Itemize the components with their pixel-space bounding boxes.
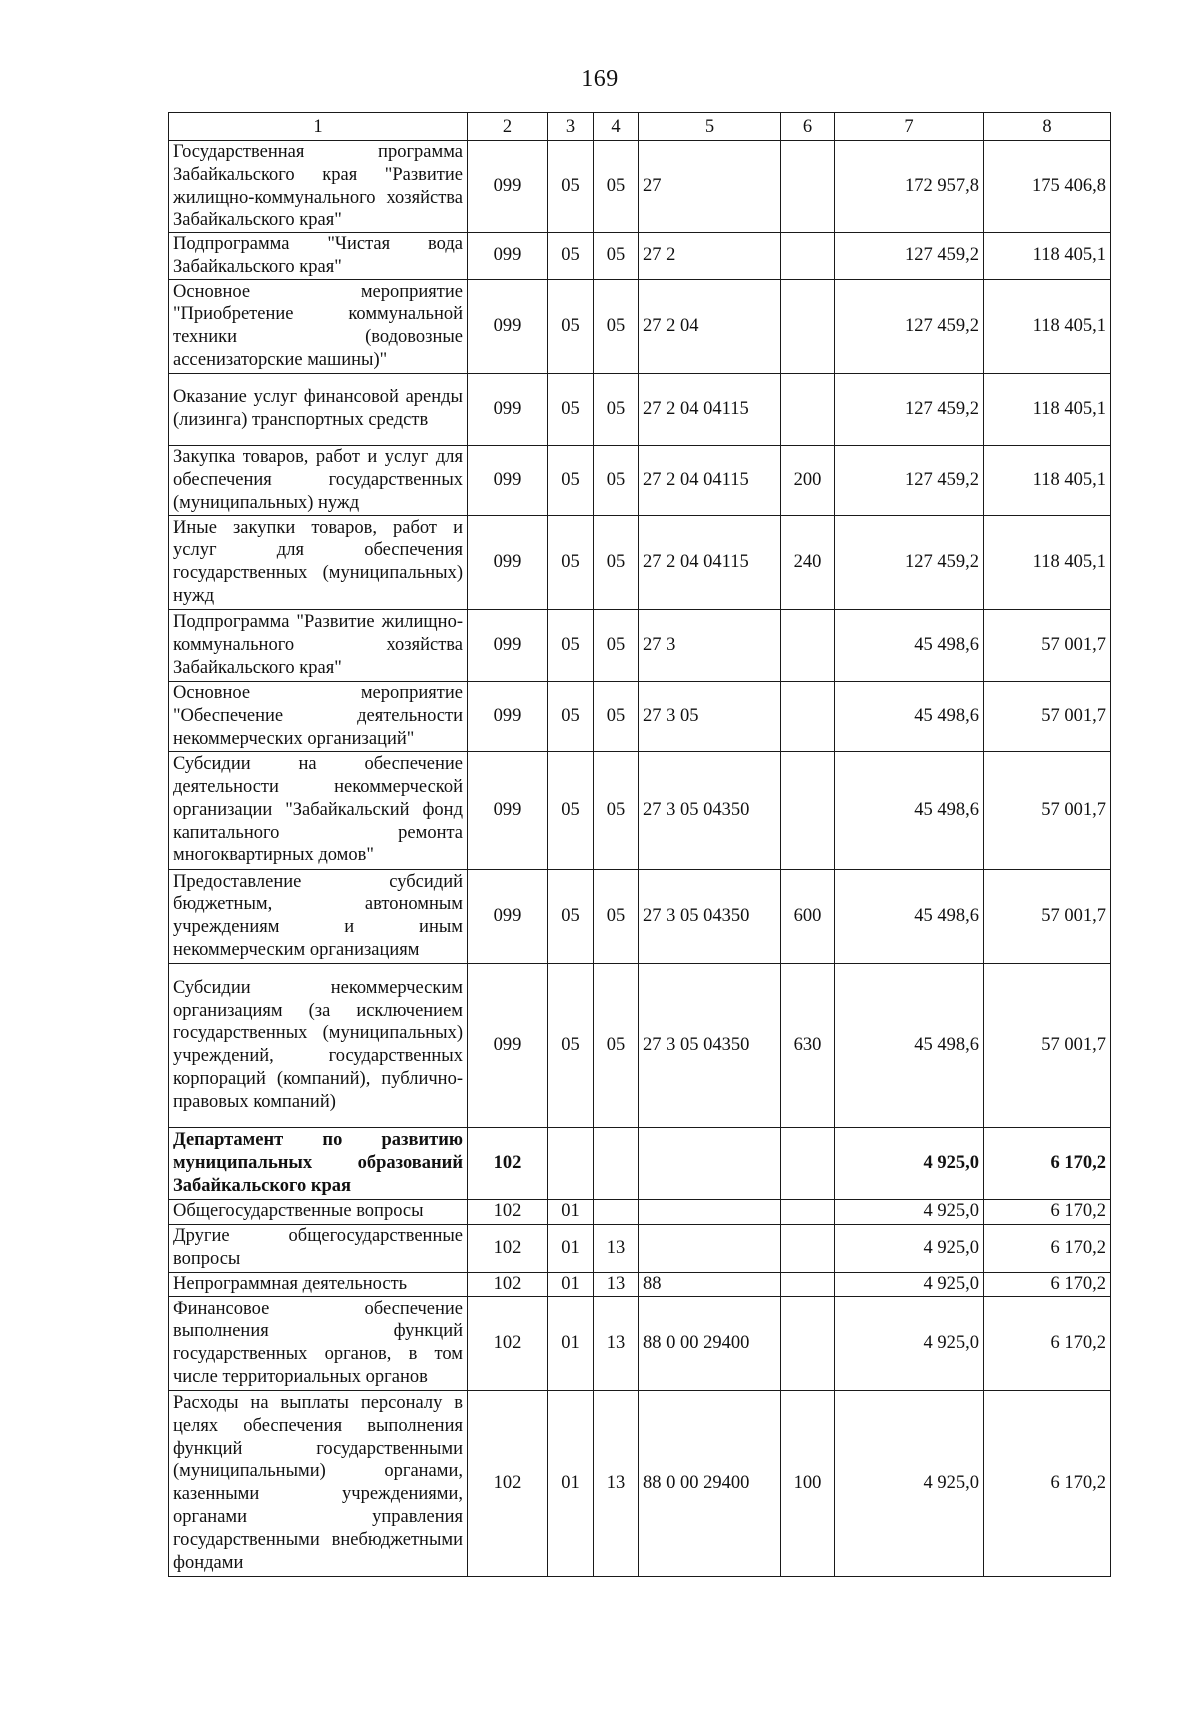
- table-row: [169, 1224, 1111, 1272]
- row-amount-7: 172 957,8: [835, 141, 984, 233]
- row-code-2: 099: [468, 233, 548, 280]
- header-cell-6: 6: [781, 113, 835, 141]
- header-cell-8: 8: [984, 113, 1111, 141]
- row-name: Субсидии на обеспечение деятельности некоммерческой организации "Забайкальский фонд капитального ремонта многоквартирных домов": [169, 751, 468, 869]
- row-code-5: 27 3: [639, 609, 781, 681]
- row-amount-8: 118 405,1: [984, 515, 1111, 609]
- row-code-4: 05: [594, 141, 639, 233]
- row-code-5: 27 3 05 04350: [639, 751, 781, 869]
- row-amount-8: 118 405,1: [984, 445, 1111, 515]
- row-amount-8: 6 170,2: [984, 1296, 1111, 1390]
- table-row: [169, 751, 1111, 869]
- row-code-4: 13: [594, 1224, 639, 1272]
- row-amount-8: 118 405,1: [984, 233, 1111, 280]
- row-amount-8: 6 170,2: [984, 1224, 1111, 1272]
- table-row: [169, 233, 1111, 280]
- row-code-3: 01: [548, 1296, 594, 1390]
- row-amount-8: 175 406,8: [984, 141, 1111, 233]
- table-row: [169, 869, 1111, 963]
- row-amount-7: 45 498,6: [835, 751, 984, 869]
- row-amount-7: 127 459,2: [835, 233, 984, 280]
- page-number: 169: [581, 66, 619, 92]
- row-code-3: 05: [548, 141, 594, 233]
- row-code-5: 27 2 04 04115: [639, 373, 781, 445]
- row-amount-7: 127 459,2: [835, 445, 984, 515]
- row-name: Расходы на выплаты персоналу в целях обеспечения выполнения функций государственными (муниципальными) органами, казенными учреждениями, органами управления государственными внебюджетными фондами: [169, 1390, 468, 1576]
- row-code-2: 102: [468, 1296, 548, 1390]
- row-code-5: 88 0 00 29400: [639, 1296, 781, 1390]
- row-code-3: 01: [548, 1272, 594, 1296]
- row-amount-8: 6 170,2: [984, 1127, 1111, 1199]
- table-row: [169, 515, 1111, 609]
- row-code-2: 099: [468, 373, 548, 445]
- row-code-3: 05: [548, 963, 594, 1127]
- row-code-5: 88 0 00 29400: [639, 1390, 781, 1576]
- row-code-2: 102: [468, 1272, 548, 1296]
- row-amount-7: 45 498,6: [835, 681, 984, 751]
- row-code-4: 05: [594, 609, 639, 681]
- row-amount-8: 57 001,7: [984, 609, 1111, 681]
- header-cell-4: 4: [594, 113, 639, 141]
- header-cell-2: 2: [468, 113, 548, 141]
- row-amount-8: 6 170,2: [984, 1272, 1111, 1296]
- row-code-4: 05: [594, 373, 639, 445]
- row-code-5: [639, 1199, 781, 1224]
- row-code-4: 05: [594, 681, 639, 751]
- row-code-3: 05: [548, 869, 594, 963]
- header-cell-5: 5: [639, 113, 781, 141]
- row-code-5: 27 2 04 04115: [639, 515, 781, 609]
- row-name: Подпрограмма "Развитие жилищно-коммунального хозяйства Забайкальского края": [169, 609, 468, 681]
- table-row: [169, 681, 1111, 751]
- row-code-5: [639, 1224, 781, 1272]
- row-code-2: 099: [468, 445, 548, 515]
- row-amount-7: 4 925,0: [835, 1296, 984, 1390]
- row-amount-7: 4 925,0: [835, 1127, 984, 1199]
- row-code-4: 05: [594, 751, 639, 869]
- row-code-6: [781, 1199, 835, 1224]
- header-cell-3: 3: [548, 113, 594, 141]
- row-code-6: [781, 751, 835, 869]
- table-row: [169, 963, 1111, 1127]
- row-amount-8: 118 405,1: [984, 373, 1111, 445]
- row-code-6: [781, 609, 835, 681]
- row-name: Закупка товаров, работ и услуг для обеспечения государственных (муниципальных) нужд: [169, 445, 468, 515]
- row-code-2: 099: [468, 515, 548, 609]
- budget-table: [168, 112, 1111, 1577]
- header-row: [169, 113, 1111, 141]
- row-code-2: 102: [468, 1390, 548, 1576]
- row-code-5: 27 2: [639, 233, 781, 280]
- row-code-6: [781, 279, 835, 373]
- row-name: Государственная программа Забайкальского края "Развитие жилищно-коммунального хозяйства Забайкальского края": [169, 141, 468, 233]
- row-code-4: 05: [594, 963, 639, 1127]
- table-row: [169, 1199, 1111, 1224]
- table-row: [169, 1390, 1111, 1576]
- row-code-4: 05: [594, 515, 639, 609]
- row-amount-8: 6 170,2: [984, 1199, 1111, 1224]
- row-amount-8: 57 001,7: [984, 681, 1111, 751]
- row-code-3: 05: [548, 279, 594, 373]
- row-code-3: 05: [548, 609, 594, 681]
- row-name: Непрограммная деятельность: [169, 1272, 468, 1296]
- row-amount-7: 4 925,0: [835, 1224, 984, 1272]
- table-row: [169, 1272, 1111, 1296]
- row-code-6: 100: [781, 1390, 835, 1576]
- row-name: Основное мероприятие "Обеспечение деятельности некоммерческих организаций": [169, 681, 468, 751]
- table-row-department: [169, 1127, 1111, 1199]
- row-code-6: [781, 141, 835, 233]
- row-code-2: 099: [468, 279, 548, 373]
- row-amount-7: 127 459,2: [835, 279, 984, 373]
- row-code-4: 05: [594, 869, 639, 963]
- row-code-6: 600: [781, 869, 835, 963]
- row-amount-7: 45 498,6: [835, 609, 984, 681]
- row-code-6: 630: [781, 963, 835, 1127]
- row-code-3: 01: [548, 1390, 594, 1576]
- row-amount-8: 6 170,2: [984, 1390, 1111, 1576]
- row-code-3: 01: [548, 1224, 594, 1272]
- row-name: Оказание услуг финансовой аренды (лизинга) транспортных средств: [169, 373, 468, 445]
- row-amount-8: 57 001,7: [984, 751, 1111, 869]
- header-cell-7: 7: [835, 113, 984, 141]
- row-code-2: 099: [468, 869, 548, 963]
- table-row: [169, 279, 1111, 373]
- row-code-3: 05: [548, 373, 594, 445]
- row-code-5: 27 3 05: [639, 681, 781, 751]
- row-code-6: [781, 233, 835, 280]
- row-code-3: 01: [548, 1199, 594, 1224]
- table-row: [169, 1296, 1111, 1390]
- row-amount-7: 4 925,0: [835, 1390, 984, 1576]
- row-code-2: 099: [468, 751, 548, 869]
- table-row: [169, 141, 1111, 233]
- row-code-6: [781, 1224, 835, 1272]
- row-code-6: [781, 373, 835, 445]
- row-amount-7: 4 925,0: [835, 1272, 984, 1296]
- row-amount-8: 57 001,7: [984, 869, 1111, 963]
- row-amount-7: 45 498,6: [835, 869, 984, 963]
- row-name: Общегосударственные вопросы: [169, 1199, 468, 1224]
- row-code-2: 099: [468, 963, 548, 1127]
- row-name: Департамент по развитию муниципальных образований Забайкальского края: [169, 1127, 468, 1199]
- row-code-2: 099: [468, 609, 548, 681]
- row-code-3: 05: [548, 681, 594, 751]
- table-row: [169, 373, 1111, 445]
- row-code-3: 05: [548, 751, 594, 869]
- row-code-4: 05: [594, 445, 639, 515]
- row-code-6: [781, 1296, 835, 1390]
- row-code-6: [781, 1272, 835, 1296]
- row-name: Основное мероприятие "Приобретение коммунальной техники (водовозные ассенизаторские машины)": [169, 279, 468, 373]
- row-code-2: 102: [468, 1199, 548, 1224]
- row-amount-7: 4 925,0: [835, 1199, 984, 1224]
- row-code-4: 13: [594, 1272, 639, 1296]
- row-code-3: 05: [548, 445, 594, 515]
- row-code-2: 102: [468, 1127, 548, 1199]
- row-amount-8: 57 001,7: [984, 963, 1111, 1127]
- row-name: Финансовое обеспечение выполнения функций государственных органов, в том числе территориальных органов: [169, 1296, 468, 1390]
- row-code-3: 05: [548, 233, 594, 280]
- row-code-4: 05: [594, 279, 639, 373]
- row-amount-7: 45 498,6: [835, 963, 984, 1127]
- row-code-3: 05: [548, 515, 594, 609]
- row-amount-7: 127 459,2: [835, 515, 984, 609]
- header-cell-1: 1: [169, 113, 468, 141]
- table-row: [169, 609, 1111, 681]
- row-code-5: 88: [639, 1272, 781, 1296]
- row-code-6: [781, 681, 835, 751]
- row-code-6: [781, 1127, 835, 1199]
- row-code-6: 240: [781, 515, 835, 609]
- row-code-5: 27 3 05 04350: [639, 869, 781, 963]
- row-code-2: 099: [468, 681, 548, 751]
- row-code-4: [594, 1199, 639, 1224]
- row-name: Субсидии некоммерческим организациям (за исключением государственных (муниципальных) учреждений, государственных корпораций (компаний), публично-правовых компаний): [169, 963, 468, 1127]
- row-name: Предоставление субсидий бюджетным, автономным учреждениям и иным некоммерческим организациям: [169, 869, 468, 963]
- row-code-5: 27 2 04 04115: [639, 445, 781, 515]
- row-code-4: 13: [594, 1296, 639, 1390]
- row-code-4: [594, 1127, 639, 1199]
- row-code-5: [639, 1127, 781, 1199]
- row-code-5: 27 3 05 04350: [639, 963, 781, 1127]
- row-code-4: 13: [594, 1390, 639, 1576]
- row-amount-8: 118 405,1: [984, 279, 1111, 373]
- row-code-2: 102: [468, 1224, 548, 1272]
- row-name: Другие общегосударственные вопросы: [169, 1224, 468, 1272]
- row-name: Иные закупки товаров, работ и услуг для обеспечения государственных (муниципальных) нужд: [169, 515, 468, 609]
- row-amount-7: 127 459,2: [835, 373, 984, 445]
- table-row: [169, 445, 1111, 515]
- row-name: Подпрограмма "Чистая вода Забайкальского края": [169, 233, 468, 280]
- row-code-3: [548, 1127, 594, 1199]
- row-code-6: 200: [781, 445, 835, 515]
- row-code-4: 05: [594, 233, 639, 280]
- row-code-2: 099: [468, 141, 548, 233]
- row-code-5: 27 2 04: [639, 279, 781, 373]
- row-code-5: 27: [639, 141, 781, 233]
